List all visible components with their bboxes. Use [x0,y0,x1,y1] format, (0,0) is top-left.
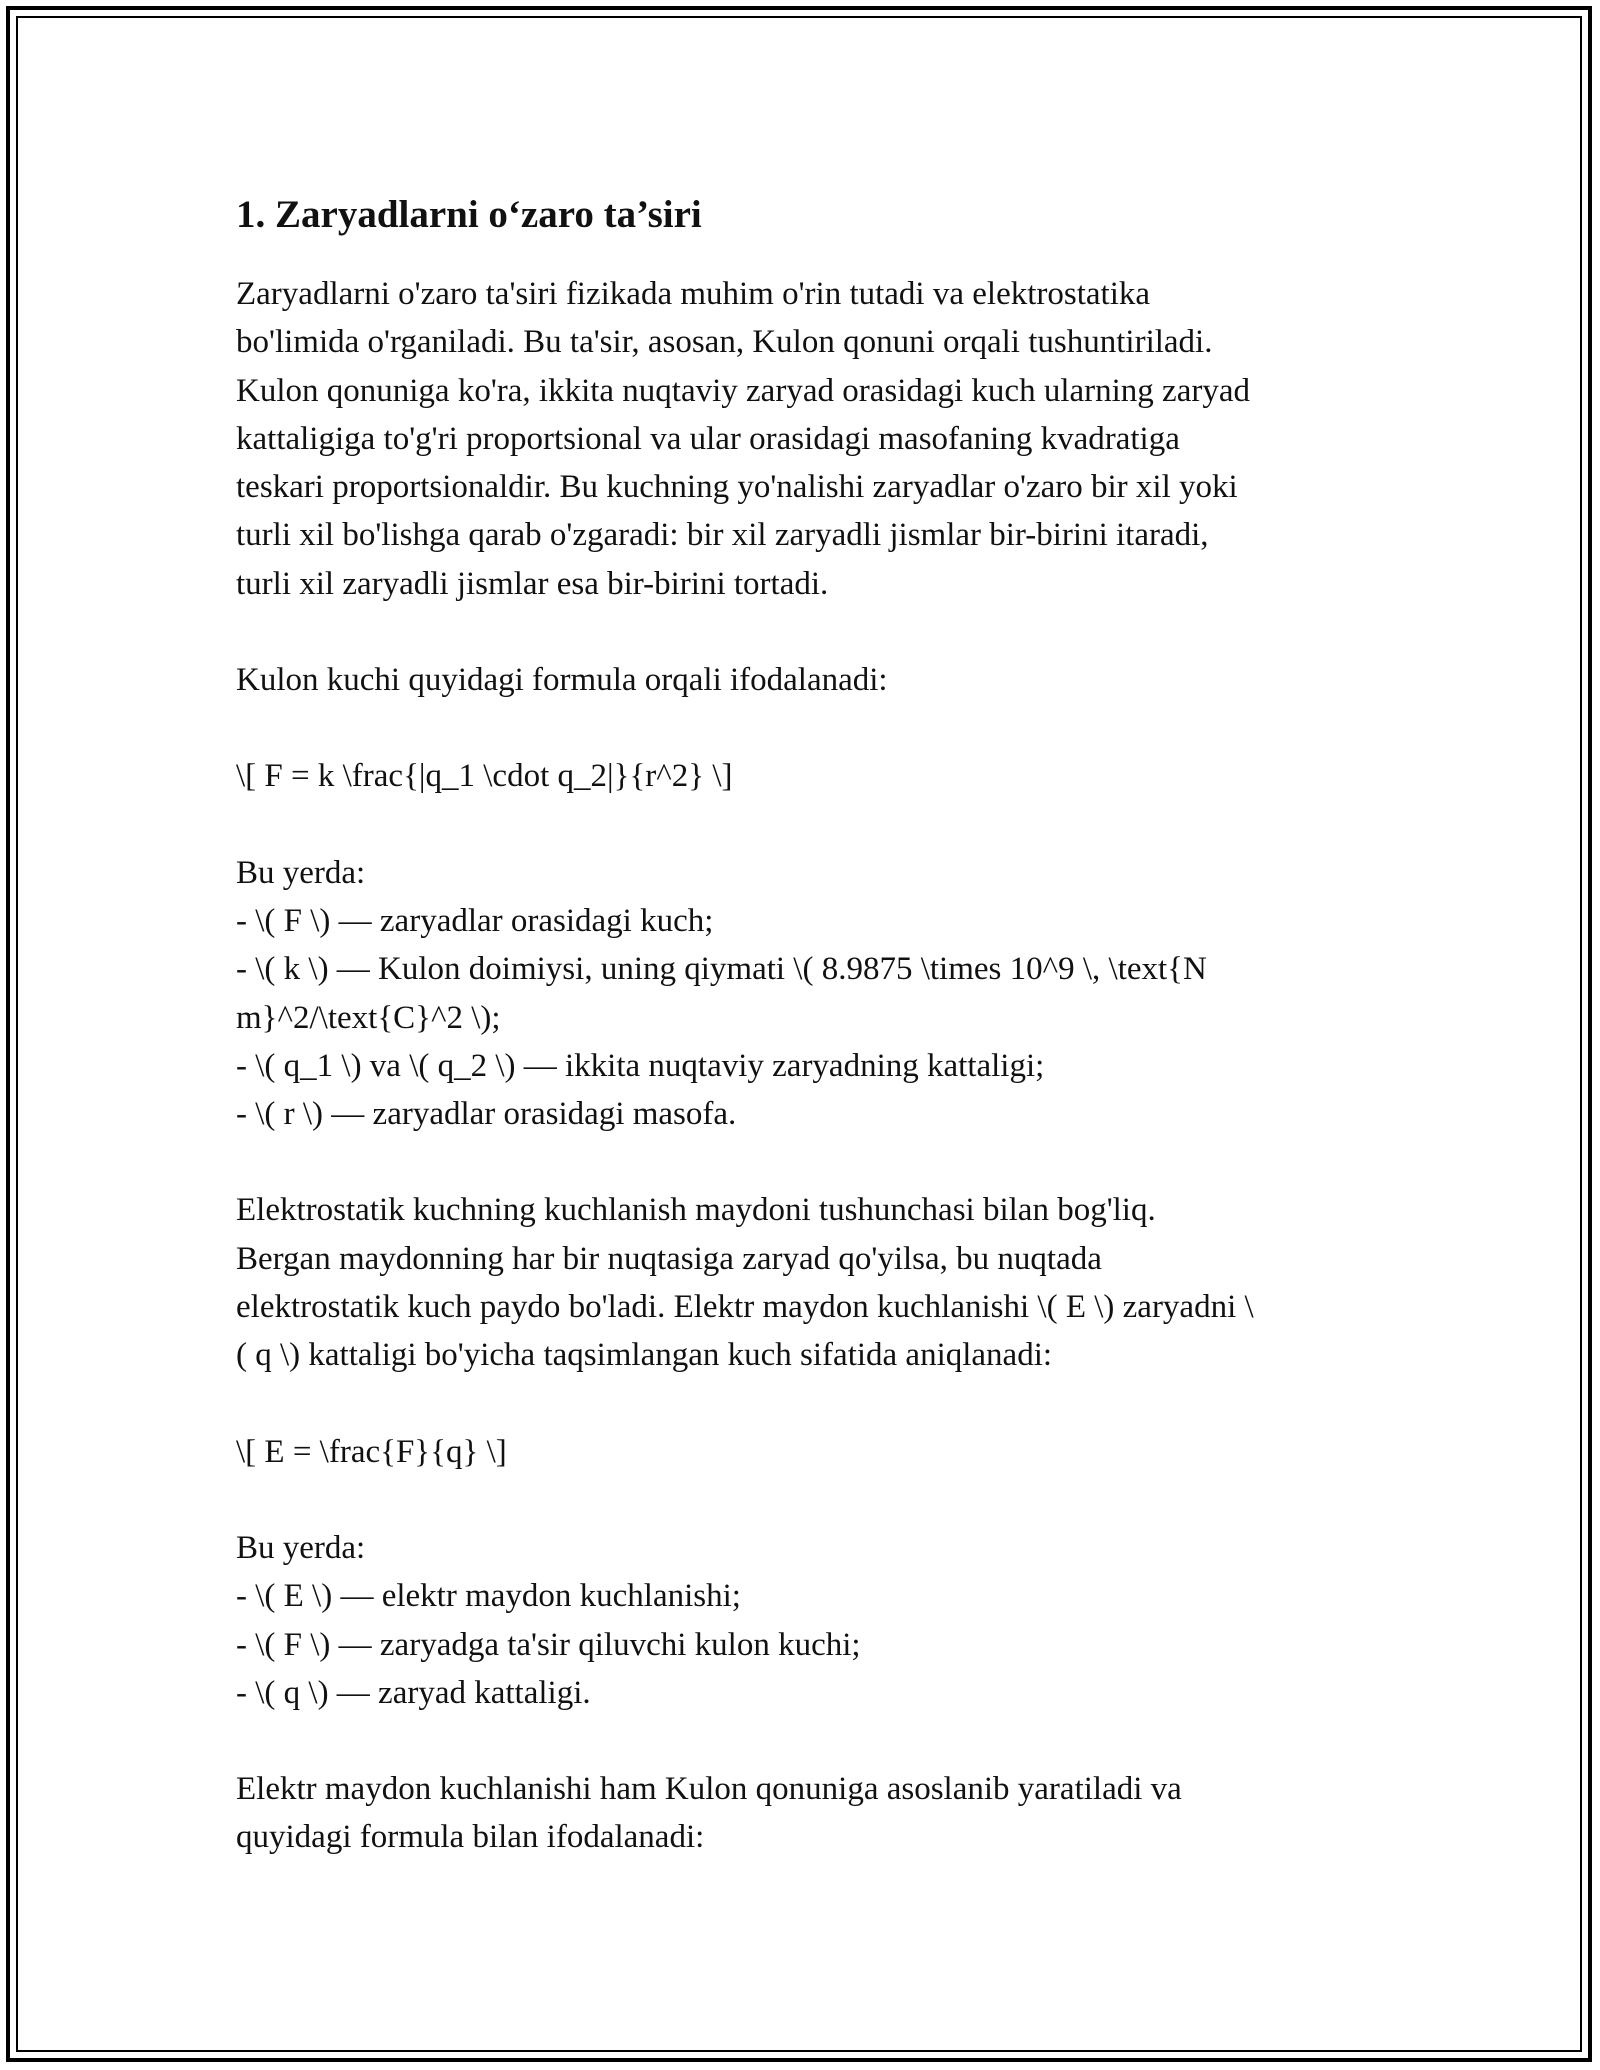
paragraph [236,1428,1376,1476]
document-body [236,186,1376,1910]
text-line: Elektrostatik kuchning kuchlanish maydoni tushunchasi bilan bog'liq. [236,1192,1156,1229]
text-line: Bu yerda: [236,854,366,891]
text-line: m}^2/\text{C}^2 \); [236,999,501,1036]
text-line: - \( q_1 \) va \( q_2 \) — ikkita nuqtaviy zaryadning kattaligi; [236,1047,1045,1084]
text-line: - \( E \) — elektr maydon kuchlanishi; [236,1578,741,1615]
text-line: - \( F \) — zaryadga ta'sir qiluvchi kulon kuchi; [236,1626,861,1663]
text-line: \[ E = \frac{F}{q} \] [236,1433,507,1470]
text-line: bo'limida o'rganiladi. Bu ta'sir, asosan, Kulon qonuni orqali tushuntiriladi. [236,324,1213,361]
text-line: Elektr maydon kuchlanishi ham Kulon qonuniga asoslanib yaratiladi va [236,1771,1182,1808]
text-line: Zaryadlarni o'zaro ta'siri fizikada muhim o'rin tutadi va elektrostatika [236,276,1151,312]
text-line: \[ F = k \frac{|q_1 \cdot q_2|}{r^2} \] [236,758,733,795]
text-line: - \( q \) — zaryad kattaligi. [236,1674,591,1711]
text-line: turli xil zaryadli jismlar esa bir-birini tortadi. [236,565,829,602]
text-line: turli xil bo'lishga qarab o'zgaradi: bir xil zaryadli jismlar bir-birini itaradi, [236,517,1209,554]
text-line: - \( r \) — zaryadlar orasidagi masofa. [236,1096,737,1133]
text-line: teskari proportsionaldir. Bu kuchning yo'nalishi zaryadlar o'zaro bir xil yoki [236,469,1238,506]
paragraph [236,1765,1376,1862]
text-line: Bu yerda: [236,1529,366,1566]
text-line: kattaligiga to'g'ri proportsional va ular orasidagi masofaning kvadratiga [236,420,1180,457]
text-line: quyidagi formula bilan ifodalanadi: [236,1819,705,1856]
text-line: elektrostatik kuch paydo bo'ladi. Elektr maydon kuchlanishi \( E \) zaryadni \ [236,1289,1254,1326]
text-line: Bergan maydonning har bir nuqtasiga zaryad qo'yilsa, bu nuqtada [236,1240,1102,1277]
paragraph [236,270,1376,608]
text-line: - \( F \) — zaryadlar orasidagi kuch; [236,902,714,939]
paragraph [236,1186,1376,1379]
section-heading: 1. Zaryadlarni o‘zaro ta’siri [236,193,702,236]
text-line: ( q \) kattaligi bo'yicha taqsimlangan kuch sifatida aniqlanadi: [236,1337,1053,1374]
paragraphs-container [236,270,1376,1862]
text-line: - \( k \) — Kulon doimiysi, uning qiymati \( 8.9875 \times 10^9 \, \text{N [236,951,1207,988]
paragraph [236,656,1376,704]
text-line: Kulon qonuniga ko'ra, ikkita nuqtaviy zaryad orasidagi kuch ularning zaryad [236,372,1250,409]
paragraph [236,849,1376,1139]
paragraph [236,752,1376,800]
paragraph [236,1524,1376,1717]
text-line: Kulon kuchi quyidagi formula orqali ifodalanadi: [236,662,888,699]
